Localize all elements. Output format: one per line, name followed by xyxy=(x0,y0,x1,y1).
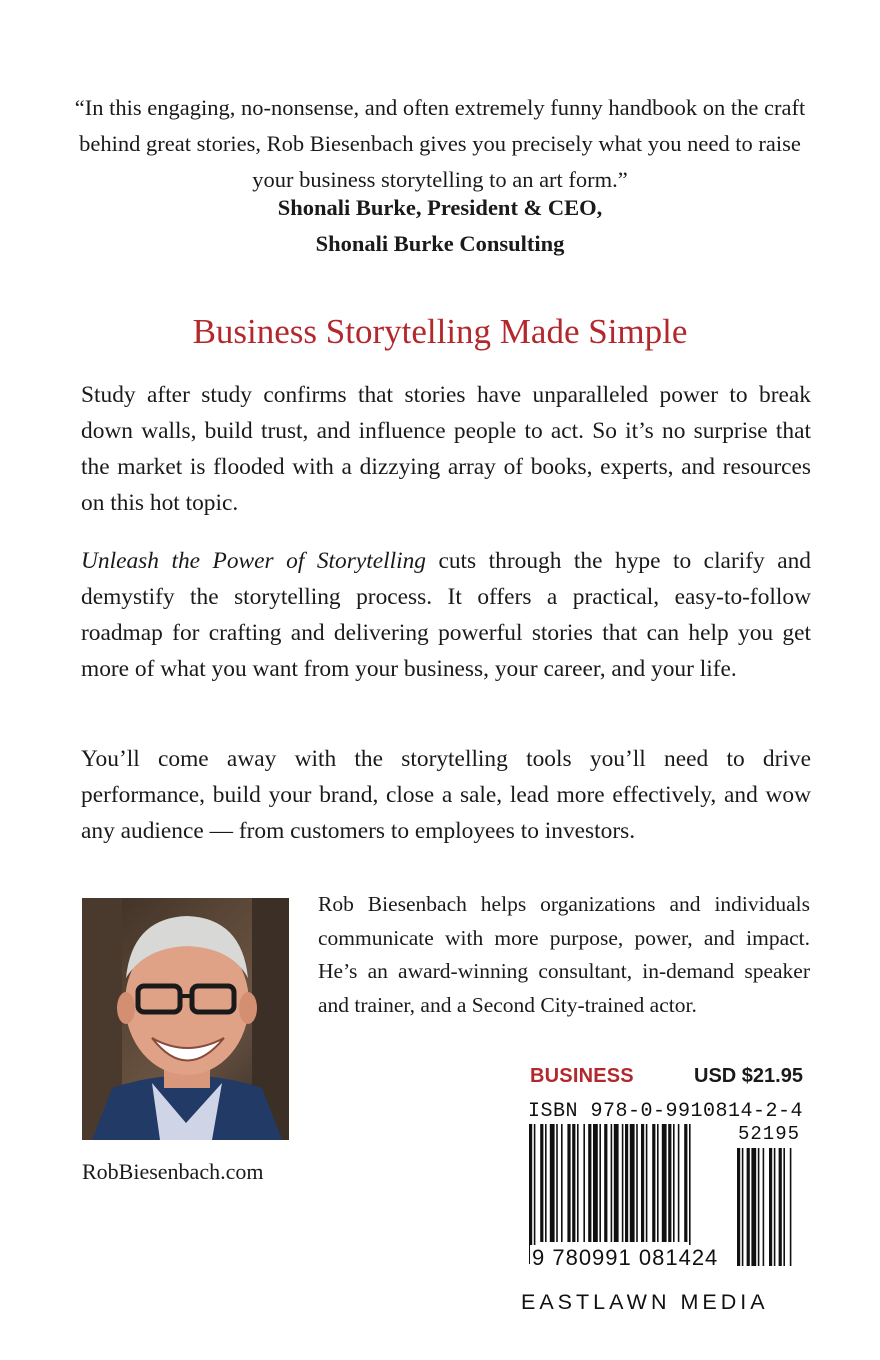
barcode-bar xyxy=(599,1124,601,1242)
addon-bar xyxy=(758,1148,760,1266)
addon-bar xyxy=(783,1148,785,1266)
addon-bar xyxy=(790,1148,792,1266)
barcode-bar xyxy=(673,1124,675,1242)
addon-bar xyxy=(779,1148,782,1266)
body-paragraph-2-text: cuts through the hype to clarify and demystify the storytelling process. It offers a practical, easy-to-follow roadmap for crafting and delivering powerful stories that can help you get more of what you want from your business, your career, and your life. xyxy=(81,548,811,682)
barcode-bar xyxy=(668,1124,671,1242)
barcode-bar xyxy=(583,1124,585,1242)
endorsement-author: Shonali Burke, President & CEO, xyxy=(277,195,603,220)
price-label: USD $21.95 xyxy=(694,1065,803,1087)
endorsement-quote: “In this engaging, no-nonsense, and often extremely funny handbook on the craft behind great stories, Rob Biesenbach gives you precisely what you need to raise your business storytelling to an art form.” xyxy=(74,95,806,192)
addon-bar xyxy=(742,1148,744,1266)
barcode-bar xyxy=(529,1124,532,1264)
barcode-bar xyxy=(625,1124,628,1242)
barcode-bar xyxy=(689,1124,691,1264)
barcode-bar xyxy=(622,1124,624,1242)
body-paragraph-1: Study after study confirms that stories have unparalleled power to break down walls, build trust, and influence people to act. So it’s no surprise that the market is flooded with a dizzying array of books, experts, and resources on this hot topic. xyxy=(81,382,811,516)
barcode-bar xyxy=(652,1124,655,1242)
barcode-bar xyxy=(657,1124,659,1242)
book-title: Unleash the Power of Storytelling xyxy=(81,548,426,574)
body-paragraph-2 xyxy=(81,543,811,687)
endorsement-company: Shonali Burke Consulting xyxy=(315,231,565,256)
ean-digits: 9 780991 081424 xyxy=(532,1245,719,1270)
body-paragraph-3: You’ll come away with the storytelling tools you’ll need to drive performance, build your brand, close a sale, lead more effectively, and wow any audience — from customers to employees to investors. xyxy=(81,746,811,844)
barcode-bar xyxy=(614,1124,619,1242)
category-label: BUSINESS xyxy=(530,1065,634,1087)
addon-bar xyxy=(751,1148,756,1266)
barcode-bar xyxy=(540,1124,543,1242)
barcode-bar xyxy=(577,1124,579,1242)
addon-bar xyxy=(763,1148,765,1266)
endorsement-attribution xyxy=(60,190,820,262)
author-website: RobBiesenbach.com xyxy=(82,1159,264,1184)
barcode-bar xyxy=(534,1124,536,1264)
barcode-bar xyxy=(646,1124,648,1242)
author-bio: Rob Biesenbach helps organizations and individuals communicate with more purpose, power, and impact. He’s an award-winning consultant, in-demand speaker and trainer, and a Second City-trained actor. xyxy=(318,892,810,1017)
barcode-bar xyxy=(545,1124,547,1242)
barcode-bar xyxy=(567,1124,570,1242)
addon-bar xyxy=(769,1148,772,1266)
barcode-bar xyxy=(550,1124,555,1242)
barcode-bar xyxy=(684,1124,687,1242)
barcode-bar xyxy=(588,1124,591,1242)
publisher-name: EASTLAWN MEDIA xyxy=(521,1290,769,1314)
addon-digits: 52195 xyxy=(738,1123,801,1145)
barcode-bar xyxy=(636,1124,638,1242)
barcode-bar xyxy=(561,1124,563,1242)
barcode-bar xyxy=(678,1124,680,1242)
barcode-bar xyxy=(604,1124,607,1242)
addon-bar xyxy=(747,1148,750,1266)
barcode-bar xyxy=(572,1124,575,1242)
barcode-bar xyxy=(611,1124,613,1242)
barcode-bar xyxy=(556,1124,558,1242)
addon-bar xyxy=(774,1148,776,1266)
barcode-bar xyxy=(641,1124,644,1242)
addon-bar xyxy=(737,1148,740,1266)
barcode-bar xyxy=(593,1124,598,1242)
author-photo xyxy=(82,898,289,1140)
headline: Business Storytelling Made Simple xyxy=(192,312,688,351)
barcode-bar xyxy=(662,1124,667,1242)
isbn-text: ISBN 978-0-9910814-2-4 xyxy=(528,1100,804,1123)
barcode-bar xyxy=(630,1124,635,1242)
